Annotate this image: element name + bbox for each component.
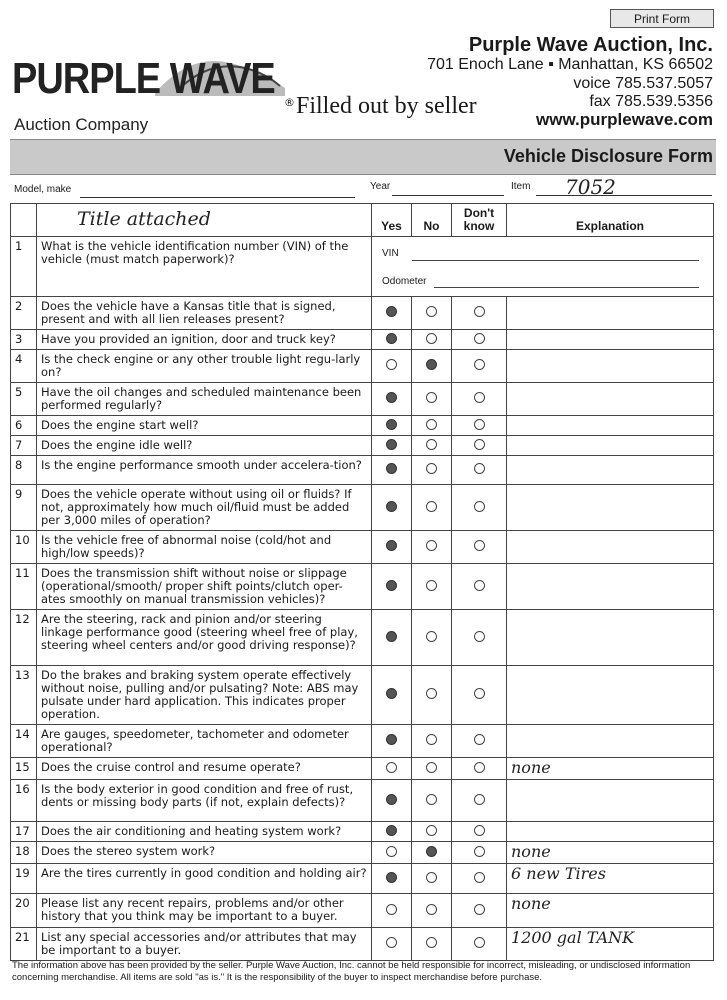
table-row [11, 780, 714, 822]
registered-mark: ® [284, 96, 295, 109]
radio-cell-no [412, 842, 452, 864]
print-form-button[interactable]: Print Form [610, 9, 714, 28]
item-value: 7052 [565, 175, 616, 199]
radio-yes-icon[interactable] [386, 872, 397, 883]
radio-cell-yes [372, 350, 412, 383]
radio-cell-dk [452, 350, 507, 383]
question-text: Is the check engine or any other trouble light regu-larly on? [37, 350, 372, 383]
question-number: 3 [11, 330, 37, 350]
radio-cell-no [412, 758, 452, 780]
radio-cell-no [412, 864, 452, 894]
table-row [11, 842, 714, 864]
radio-no-icon[interactable] [426, 762, 437, 773]
table-row [11, 758, 714, 780]
odometer-line[interactable] [434, 287, 699, 288]
header-dont-know: Don't know [452, 204, 507, 237]
radio-cell-dk [452, 928, 507, 961]
vin-label: VIN [382, 248, 399, 259]
radio-cell-no [412, 330, 452, 350]
radio-yes-icon[interactable] [386, 904, 397, 915]
disclosure-table [10, 203, 714, 961]
explanation-cell[interactable] [507, 864, 714, 894]
radio-dk-icon[interactable] [474, 540, 485, 551]
question-text: Are gauges, speedometer, tachometer and odometer operational? [37, 725, 372, 758]
question-number: 1 [11, 237, 37, 297]
radio-cell-no [412, 485, 452, 531]
table-header-row [11, 204, 714, 237]
handwritten-explanation: 6 new Tires [511, 864, 606, 883]
radio-cell-yes [372, 330, 412, 350]
radio-cell-dk [452, 436, 507, 456]
radio-dk-icon[interactable] [474, 580, 485, 591]
radio-yes-icon[interactable] [386, 580, 397, 591]
handwritten-explanation: none [511, 894, 551, 913]
question-text: Does the transmission shift without noise or slippage (operational/smooth/ proper shift points/clutch oper-ates smoothly on manual transmission vehicles)? [37, 564, 372, 610]
question-number: 2 [11, 297, 37, 330]
header-number [11, 204, 37, 237]
radio-dk-icon[interactable] [474, 359, 485, 370]
disclaimer-footer: The information above has been provided by the seller. Purple Wave Auction, Inc. cannot be held responsible for incorrect, misleading, or undisclosed information concerning merchandise. All items are sold "as is." It is the responsibility of the buyer to inspect merchandise before purchase. [12, 960, 691, 983]
radio-yes-icon[interactable] [386, 333, 397, 344]
question-number: 7 [11, 436, 37, 456]
table-row [11, 485, 714, 531]
radio-no-icon[interactable] [426, 540, 437, 551]
explanation-cell[interactable] [507, 610, 714, 666]
model-line[interactable] [80, 197, 355, 198]
radio-yes-icon[interactable] [386, 688, 397, 699]
radio-cell-yes [372, 564, 412, 610]
radio-no-icon[interactable] [426, 463, 437, 474]
form-title: Vehicle Disclosure Form [503, 146, 713, 166]
question-text: Does the engine start well? [37, 416, 372, 436]
radio-cell-yes [372, 894, 412, 928]
vin-line[interactable] [412, 260, 699, 261]
radio-no-icon[interactable] [426, 359, 437, 370]
header-no: No [412, 204, 452, 237]
header-yes: Yes [372, 204, 412, 237]
question-text: Is the body exterior in good condition and free of rust, dents or missing body parts (if not, explain defects)? [37, 780, 372, 822]
radio-no-icon[interactable] [426, 333, 437, 344]
explanation-cell[interactable] [507, 758, 714, 780]
header-explanation: Explanation [507, 204, 714, 237]
radio-no-icon[interactable] [426, 734, 437, 745]
explanation-cell[interactable] [507, 350, 714, 383]
question-text: Please list any recent repairs, problems and/or other history that you think may be important to a buyer. [37, 894, 372, 928]
handwritten-model: Title attached [77, 207, 211, 230]
radio-cell-no [412, 383, 452, 416]
question-number: 11 [11, 564, 37, 610]
radio-cell-dk [452, 864, 507, 894]
header-model-cell [37, 204, 372, 237]
table-row [11, 610, 714, 666]
radio-yes-icon[interactable] [386, 937, 397, 948]
question-text: Is the vehicle free of abnormal noise (cold/hot and high/low speeds)? [37, 531, 372, 564]
question-text: Does the vehicle have a Kansas title that is signed, present and with all lien releases present? [37, 297, 372, 330]
logo-wordmark: PURPLE WAVE [12, 55, 275, 104]
radio-yes-icon[interactable] [386, 306, 397, 317]
radio-dk-icon[interactable] [474, 631, 485, 642]
handwritten-explanation: 1200 gal TANK [511, 928, 635, 947]
radio-cell-dk [452, 330, 507, 350]
question-text: Is the engine performance smooth under accelera-tion? [37, 456, 372, 485]
radio-cell-no [412, 666, 452, 725]
question-text: List any special accessories and/or attributes that may be important to a buyer. [37, 928, 372, 961]
radio-no-icon[interactable] [426, 501, 437, 512]
radio-cell-yes [372, 436, 412, 456]
radio-no-icon[interactable] [426, 904, 437, 915]
question-number: 4 [11, 350, 37, 383]
radio-no-icon[interactable] [426, 392, 437, 403]
radio-cell-yes [372, 842, 412, 864]
radio-cell-yes [372, 928, 412, 961]
question-text: What is the vehicle identification number (VIN) of the vehicle (must match paperwork)? [37, 237, 372, 297]
question-number: 6 [11, 416, 37, 436]
question-text: Are the tires currently in good condition and holding air? [37, 864, 372, 894]
radio-dk-icon[interactable] [474, 463, 485, 474]
table-row [11, 237, 714, 297]
radio-yes-icon[interactable] [386, 359, 397, 370]
question-text: Have the oil changes and scheduled maintenance been performed regularly? [37, 383, 372, 416]
table-row [11, 864, 714, 894]
radio-no-icon[interactable] [426, 419, 437, 430]
radio-no-icon[interactable] [426, 872, 437, 883]
radio-cell-yes [372, 485, 412, 531]
table-row [11, 330, 714, 350]
explanation-cell[interactable] [507, 436, 714, 456]
table-row [11, 531, 714, 564]
radio-yes-icon[interactable] [386, 463, 397, 474]
table-row [11, 350, 714, 383]
radio-dk-icon[interactable] [474, 688, 485, 699]
radio-dk-icon[interactable] [474, 762, 485, 773]
radio-cell-yes [372, 666, 412, 725]
radio-cell-yes [372, 383, 412, 416]
radio-no-icon[interactable] [426, 688, 437, 699]
question-number: 15 [11, 758, 37, 780]
question-text: Does the cruise control and resume operate? [37, 758, 372, 780]
radio-no-icon[interactable] [426, 439, 437, 450]
radio-no-icon[interactable] [426, 794, 437, 805]
radio-cell-no [412, 297, 452, 330]
table-row [11, 666, 714, 725]
radio-dk-icon[interactable] [474, 825, 485, 836]
question-text: Does the stereo system work? [37, 842, 372, 864]
radio-yes-icon[interactable] [386, 734, 397, 745]
explanation-cell[interactable] [507, 330, 714, 350]
radio-cell-no [412, 928, 452, 961]
radio-no-icon[interactable] [426, 306, 437, 317]
radio-dk-icon[interactable] [474, 937, 485, 948]
radio-cell-no [412, 894, 452, 928]
radio-cell-yes [372, 610, 412, 666]
radio-dk-icon[interactable] [474, 501, 485, 512]
question-number: 8 [11, 456, 37, 485]
question-number: 14 [11, 725, 37, 758]
table-row [11, 928, 714, 961]
radio-cell-dk [452, 666, 507, 725]
radio-cell-yes [372, 758, 412, 780]
radio-cell-dk [452, 780, 507, 822]
radio-cell-yes [372, 531, 412, 564]
radio-cell-dk [452, 610, 507, 666]
vin-odometer-cell [372, 237, 714, 297]
radio-cell-dk [452, 564, 507, 610]
question-number: 16 [11, 780, 37, 822]
logo-subtitle: Auction Company [14, 115, 149, 134]
explanation-cell[interactable] [507, 822, 714, 842]
table-row [11, 383, 714, 416]
radio-dk-icon[interactable] [474, 439, 485, 450]
odometer-label: Odometer [382, 276, 427, 287]
radio-no-icon[interactable] [426, 631, 437, 642]
radio-cell-no [412, 416, 452, 436]
radio-cell-dk [452, 894, 507, 928]
table-row [11, 436, 714, 456]
radio-cell-yes [372, 864, 412, 894]
table-row [11, 456, 714, 485]
question-text: Have you provided an ignition, door and truck key? [37, 330, 372, 350]
radio-dk-icon[interactable] [474, 419, 485, 430]
explanation-cell[interactable] [507, 666, 714, 725]
explanation-cell[interactable] [507, 842, 714, 864]
company-fax: fax 785.539.5356 [589, 93, 713, 110]
radio-cell-no [412, 780, 452, 822]
radio-cell-yes [372, 456, 412, 485]
company-voice: voice 785.537.5057 [573, 75, 713, 92]
filled-by-seller-note: Filled out by seller [296, 93, 477, 119]
radio-cell-dk [452, 842, 507, 864]
radio-dk-icon[interactable] [474, 846, 485, 857]
radio-cell-dk [452, 758, 507, 780]
radio-yes-icon[interactable] [386, 794, 397, 805]
radio-cell-no [412, 436, 452, 456]
radio-dk-icon[interactable] [474, 794, 485, 805]
table-row [11, 894, 714, 928]
radio-dk-icon[interactable] [474, 333, 485, 344]
radio-cell-dk [452, 822, 507, 842]
radio-dk-icon[interactable] [474, 306, 485, 317]
company-address: 701 Enoch Lane ▪ Manhattan, KS 66502 [427, 56, 713, 73]
table-row [11, 564, 714, 610]
question-number: 17 [11, 822, 37, 842]
radio-dk-icon[interactable] [474, 904, 485, 915]
radio-no-icon[interactable] [426, 580, 437, 591]
radio-yes-icon[interactable] [386, 419, 397, 430]
question-number: 10 [11, 531, 37, 564]
question-number: 5 [11, 383, 37, 416]
question-text: Do the brakes and braking system operate effectively without noise, pulling and/or pulsating? Note: ABS may pulsate under hard application. This indicates proper operation. [37, 666, 372, 725]
radio-cell-dk [452, 485, 507, 531]
item-label: Item [511, 181, 531, 192]
company-name: Purple Wave Auction, Inc. [468, 34, 713, 56]
table-row [11, 416, 714, 436]
question-text: Are the steering, rack and pinion and/or steering linkage performance good (steering wheel free of play, steering wheel centers and/or good driving response)? [37, 610, 372, 666]
radio-cell-dk [452, 456, 507, 485]
radio-cell-yes [372, 822, 412, 842]
item-line[interactable] [536, 195, 712, 196]
radio-yes-icon[interactable] [386, 762, 397, 773]
radio-cell-no [412, 531, 452, 564]
question-number: 13 [11, 666, 37, 725]
radio-cell-no [412, 350, 452, 383]
explanation-cell[interactable] [507, 456, 714, 485]
radio-cell-yes [372, 780, 412, 822]
explanation-cell[interactable] [507, 297, 714, 330]
radio-yes-icon[interactable] [386, 540, 397, 551]
year-label: Year [370, 181, 391, 192]
radio-cell-no [412, 822, 452, 842]
radio-yes-icon[interactable] [386, 631, 397, 642]
question-number: 18 [11, 842, 37, 864]
radio-cell-dk [452, 725, 507, 758]
radio-cell-dk [452, 383, 507, 416]
explanation-cell[interactable] [507, 564, 714, 610]
radio-cell-yes [372, 297, 412, 330]
radio-dk-icon[interactable] [474, 734, 485, 745]
radio-yes-icon[interactable] [386, 439, 397, 450]
explanation-cell[interactable] [507, 894, 714, 928]
radio-yes-icon[interactable] [386, 501, 397, 512]
company-website[interactable]: www.purplewave.com [536, 110, 713, 129]
radio-no-icon[interactable] [426, 825, 437, 836]
radio-cell-dk [452, 531, 507, 564]
explanation-cell[interactable] [507, 383, 714, 416]
radio-dk-icon[interactable] [474, 392, 485, 403]
radio-yes-icon[interactable] [386, 825, 397, 836]
question-text: Does the engine idle well? [37, 436, 372, 456]
handwritten-explanation: none [511, 758, 551, 777]
radio-cell-no [412, 564, 452, 610]
explanation-cell[interactable] [507, 531, 714, 564]
question-number: 20 [11, 894, 37, 928]
radio-yes-icon[interactable] [386, 846, 397, 857]
question-number: 19 [11, 864, 37, 894]
model-label: Model, make [14, 184, 72, 195]
radio-cell-dk [452, 297, 507, 330]
radio-cell-dk [452, 416, 507, 436]
radio-cell-no [412, 725, 452, 758]
explanation-cell[interactable] [507, 485, 714, 531]
question-number: 12 [11, 610, 37, 666]
radio-yes-icon[interactable] [386, 392, 397, 403]
radio-cell-no [412, 456, 452, 485]
radio-cell-no [412, 610, 452, 666]
radio-cell-yes [372, 416, 412, 436]
question-text: Does the vehicle operate without using oil or fluids? If not, approximately how much oil/fluid must be added per 3,000 miles of operation? [37, 485, 372, 531]
table-row [11, 822, 714, 842]
handwritten-explanation: none [511, 842, 551, 861]
radio-no-icon[interactable] [426, 846, 437, 857]
table-row [11, 297, 714, 330]
question-text: Does the air conditioning and heating system work? [37, 822, 372, 842]
explanation-cell[interactable] [507, 725, 714, 758]
question-number: 9 [11, 485, 37, 531]
explanation-cell[interactable] [507, 416, 714, 436]
radio-no-icon[interactable] [426, 937, 437, 948]
radio-dk-icon[interactable] [474, 872, 485, 883]
table-row [11, 725, 714, 758]
question-number: 21 [11, 928, 37, 961]
year-line[interactable] [392, 195, 504, 196]
explanation-cell[interactable] [507, 928, 714, 961]
explanation-cell[interactable] [507, 780, 714, 822]
radio-cell-yes [372, 725, 412, 758]
